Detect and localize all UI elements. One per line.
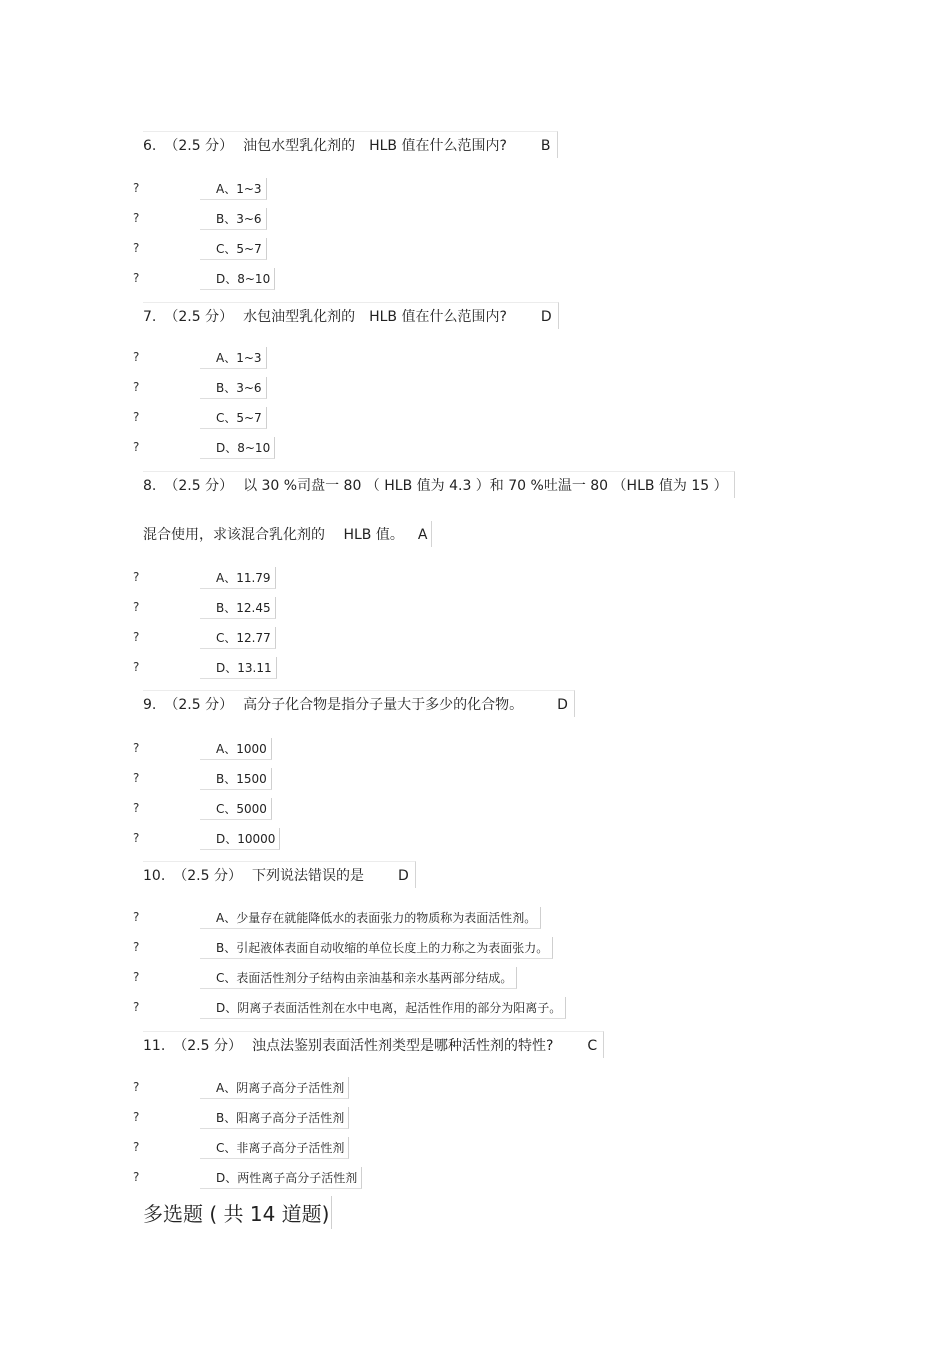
question-text: 以 30 %司盘一 80 （ HLB 值为 4.3 ）和 70 %吐温一 80 （HLB 值为 15 ）	[243, 478, 728, 494]
option-row	[0, 349, 950, 369]
question-6	[143, 131, 558, 158]
question-text-continuation: 混合使用，求该混合乳化剂的 HLB 值。	[143, 527, 404, 543]
option-text: D、8~10	[200, 437, 275, 459]
section-heading: 多选题 ( 共 14 道题)	[143, 1196, 332, 1229]
option-text: A、1000	[200, 738, 272, 760]
option-marker: ?	[133, 211, 140, 225]
option-row	[0, 770, 950, 790]
question-score: （2.5 分）	[173, 1038, 242, 1054]
question-8-continuation	[143, 521, 432, 547]
option-marker: ?	[133, 940, 140, 954]
question-answer: D	[557, 697, 568, 713]
option-marker: ?	[133, 910, 140, 924]
option-row	[0, 800, 950, 820]
question-text: 下列说法错误的是	[251, 868, 364, 884]
option-marker: ?	[133, 570, 140, 584]
option-row	[0, 830, 950, 850]
option-marker: ?	[133, 831, 140, 845]
question-number: 10.	[143, 868, 166, 884]
option-row	[0, 379, 950, 399]
option-marker: ?	[133, 771, 140, 785]
option-row	[0, 999, 950, 1019]
option-row	[0, 939, 950, 959]
option-row	[0, 409, 950, 429]
option-row	[0, 240, 950, 260]
option-row	[0, 1079, 950, 1099]
option-text: A、1~3	[200, 178, 267, 200]
option-text: B、12.45	[200, 597, 276, 619]
option-row	[0, 1139, 950, 1159]
option-row	[0, 659, 950, 679]
option-text: D、两性离子高分子活性剂	[200, 1167, 362, 1189]
option-text: B、阳离子高分子活性剂	[200, 1107, 349, 1129]
option-marker: ?	[133, 241, 140, 255]
question-text: 高分子化合物是指分子量大于多少的化合物。	[243, 697, 524, 713]
question-11	[143, 1031, 604, 1058]
option-marker: ?	[133, 741, 140, 755]
question-answer: D	[540, 309, 552, 325]
option-row	[0, 210, 950, 230]
option-text: C、非离子高分子活性剂	[200, 1137, 349, 1159]
option-marker: ?	[133, 271, 140, 285]
option-row	[0, 270, 950, 290]
option-text: D、阴离子表面活性剂在水中电离，起活性作用的部分为阳离子。	[200, 997, 566, 1019]
option-marker: ?	[133, 181, 140, 195]
option-row	[0, 180, 950, 200]
option-marker: ?	[133, 801, 140, 815]
option-text: C、5~7	[200, 238, 267, 260]
option-row	[0, 969, 950, 989]
option-marker: ?	[133, 630, 140, 644]
option-row	[0, 1169, 950, 1189]
option-text: A、阴离子高分子活性剂	[200, 1077, 349, 1099]
question-text: 浊点法鉴别表面活性剂类型是哪种活性剂的特性?	[251, 1038, 554, 1054]
option-row	[0, 569, 950, 589]
question-10	[143, 861, 416, 888]
option-text: D、13.11	[200, 657, 277, 679]
option-marker: ?	[133, 660, 140, 674]
option-row	[0, 629, 950, 649]
question-score: （2.5 分）	[164, 309, 234, 325]
question-answer: C	[587, 1038, 598, 1054]
question-text: 油包水型乳化剂的 HLB 值在什么范围内?	[243, 138, 507, 154]
option-text: B、3~6	[200, 208, 267, 230]
option-text: C、表面活性剂分子结构由亲油基和亲水基两部分结成。	[200, 967, 517, 989]
question-score: （2.5 分）	[164, 697, 234, 713]
option-marker: ?	[133, 440, 140, 454]
option-text: B、引起液体表面自动收缩的单位长度上的力称之为表面张力。	[200, 937, 553, 959]
option-marker: ?	[133, 1170, 140, 1184]
option-marker: ?	[133, 1110, 140, 1124]
option-marker: ?	[133, 1140, 140, 1154]
question-9	[143, 690, 575, 717]
question-number: 9.	[143, 697, 157, 713]
option-text: C、12.77	[200, 627, 276, 649]
question-number: 8.	[143, 478, 157, 494]
option-row	[0, 439, 950, 459]
option-marker: ?	[133, 600, 140, 614]
option-row	[0, 1109, 950, 1129]
option-text: C、5~7	[200, 407, 267, 429]
option-text: D、10000	[200, 828, 280, 850]
option-marker: ?	[133, 410, 140, 424]
option-marker: ?	[133, 1080, 140, 1094]
question-number: 7.	[143, 309, 157, 325]
question-score: （2.5 分）	[164, 138, 234, 154]
question-answer: D	[397, 868, 409, 884]
option-text: B、3~6	[200, 377, 267, 399]
option-row	[0, 740, 950, 760]
option-marker: ?	[133, 380, 140, 394]
option-marker: ?	[133, 1000, 140, 1014]
option-text: D、8~10	[200, 268, 275, 290]
option-text: C、5000	[200, 798, 272, 820]
option-text: B、1500	[200, 768, 272, 790]
question-text: 水包油型乳化剂的 HLB 值在什么范围内?	[243, 309, 507, 325]
question-number: 6.	[143, 138, 157, 154]
question-answer: B	[540, 138, 551, 154]
option-text: A、少量存在就能降低水的表面张力的物质称为表面活性剂。	[200, 907, 541, 929]
question-score: （2.5 分）	[173, 868, 242, 884]
option-row	[0, 599, 950, 619]
question-number: 11.	[143, 1038, 166, 1054]
option-text: A、11.79	[200, 567, 276, 589]
question-score: （2.5 分）	[164, 478, 234, 494]
option-row	[0, 909, 950, 929]
option-marker: ?	[133, 970, 140, 984]
option-marker: ?	[133, 350, 140, 364]
question-8	[143, 471, 735, 498]
option-text: A、1~3	[200, 347, 267, 369]
question-7	[143, 302, 559, 329]
question-answer: A	[417, 527, 428, 543]
